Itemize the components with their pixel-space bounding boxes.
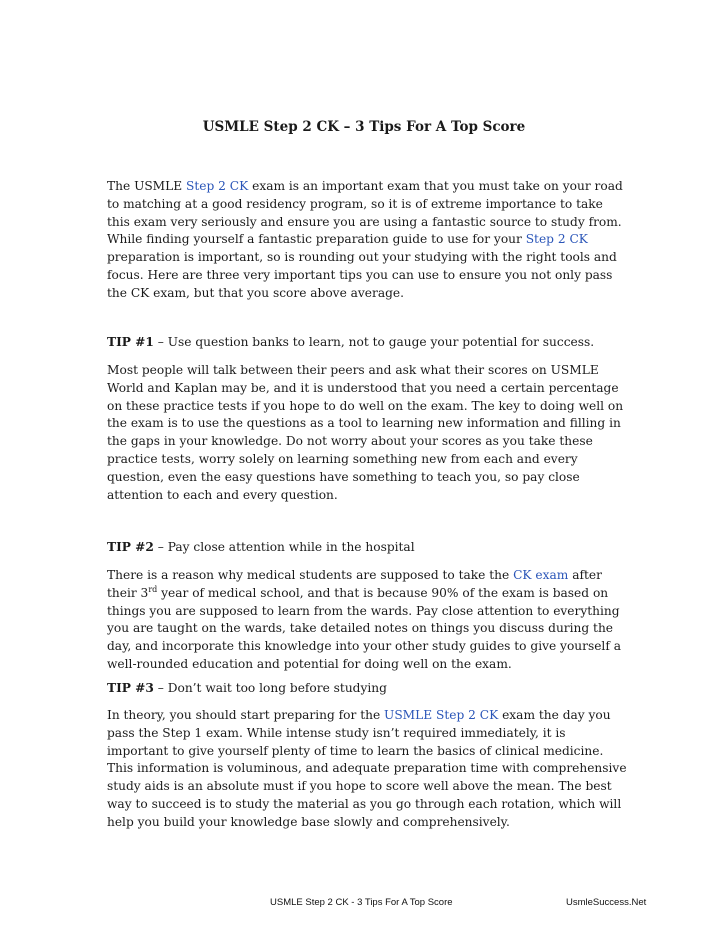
tip2-heading-text: – Pay close attention while in the hospital [153, 540, 415, 554]
tip1-label: TIP #1 [107, 335, 154, 349]
tip2-text-3: year of medical school, and that is because 90% of the exam is based on things you are supposed to learn from the wards. Pay close attention to everything you are taught on the wards, take detailed notes on things you discuss during the day, and incorporate this knowledge into your other study guides to give yourself a well-rounded education and potential for doing well on the exam. [107, 585, 621, 671]
page-title: USMLE Step 2 CK – 3 Tips For A Top Score [202, 119, 526, 135]
tip1-body: Most people will talk between their peers and ask what their scores on USMLE World and Kaplan may be, and it is understood that you need a certain percentage on these practice tests if you hope to do well on the exam. The key to doing well on the exam is to use the questions as a tool to learning new information and filling in the gaps in your knowledge. Do not worry about your scores as you take these practice tests, worry solely on learning something new from each and every question, even the easy questions have something to teach you, so pay close attention to each and every question. [107, 363, 624, 502]
tip1-heading-text: – Use question banks to learn, not to gauge your potential for success. [153, 335, 595, 349]
tip3-label: TIP #3 [107, 681, 154, 695]
tip2-heading [107, 539, 627, 557]
tip3-body [107, 707, 627, 832]
intro-text-1: The USMLE [107, 179, 187, 193]
intro-text-2: exam is an important exam that you must take on your road to matching at a good residency program, so it is of extreme importance to take this exam very seriously and ensure you are using a fantastic source to study from. While finding yourself a fantastic preparation guide to use for your [107, 179, 623, 247]
intro-paragraph [107, 178, 627, 303]
step2ck-link-1[interactable]: Step 2 CK [186, 179, 249, 193]
tip2-text-1: There is a reason why medical students are supposed to take the [107, 568, 514, 582]
tip3-heading [107, 680, 627, 698]
usmle-step2ck-link[interactable]: USMLE Step 2 CK [384, 708, 499, 722]
tip1-heading [107, 334, 627, 352]
intro-text-3: preparation is important, so is rounding out your studying with the right tools and focus. Here are three very important tips you can use to ensure you not only pass the CK exam, but that you score above average. [107, 250, 617, 300]
tip3-text-2: exam the day you pass the Step 1 exam. While intense study isn’t required immediately, it is important to give yourself plenty of time to learn the basics of clinical medicine. This information is voluminous, and adequate preparation time with comprehensive study aids is an absolute must if you hope to score well above the mean. The best way to succeed is to study the material as you go through each rotation, which will help you build your knowledge base slowly and comprehensively. [107, 708, 627, 829]
tip3-heading-text: – Don’t wait too long before studying [153, 681, 387, 695]
footer-left: USMLE Step 2 CK - 3 Tips For A Top Score [270, 897, 453, 908]
tip2-label: TIP #2 [107, 540, 154, 554]
tip3-text-1: In theory, you should start preparing for the [107, 708, 385, 722]
ordinal-suffix: rd [148, 584, 158, 594]
ck-exam-link[interactable]: CK exam [513, 568, 569, 582]
footer-right: UsmleSuccess.Net [566, 897, 647, 908]
tip2-text-2: after their 3 [107, 568, 602, 600]
tip2-body [107, 567, 627, 674]
step2ck-link-2[interactable]: Step 2 CK [525, 232, 588, 247]
